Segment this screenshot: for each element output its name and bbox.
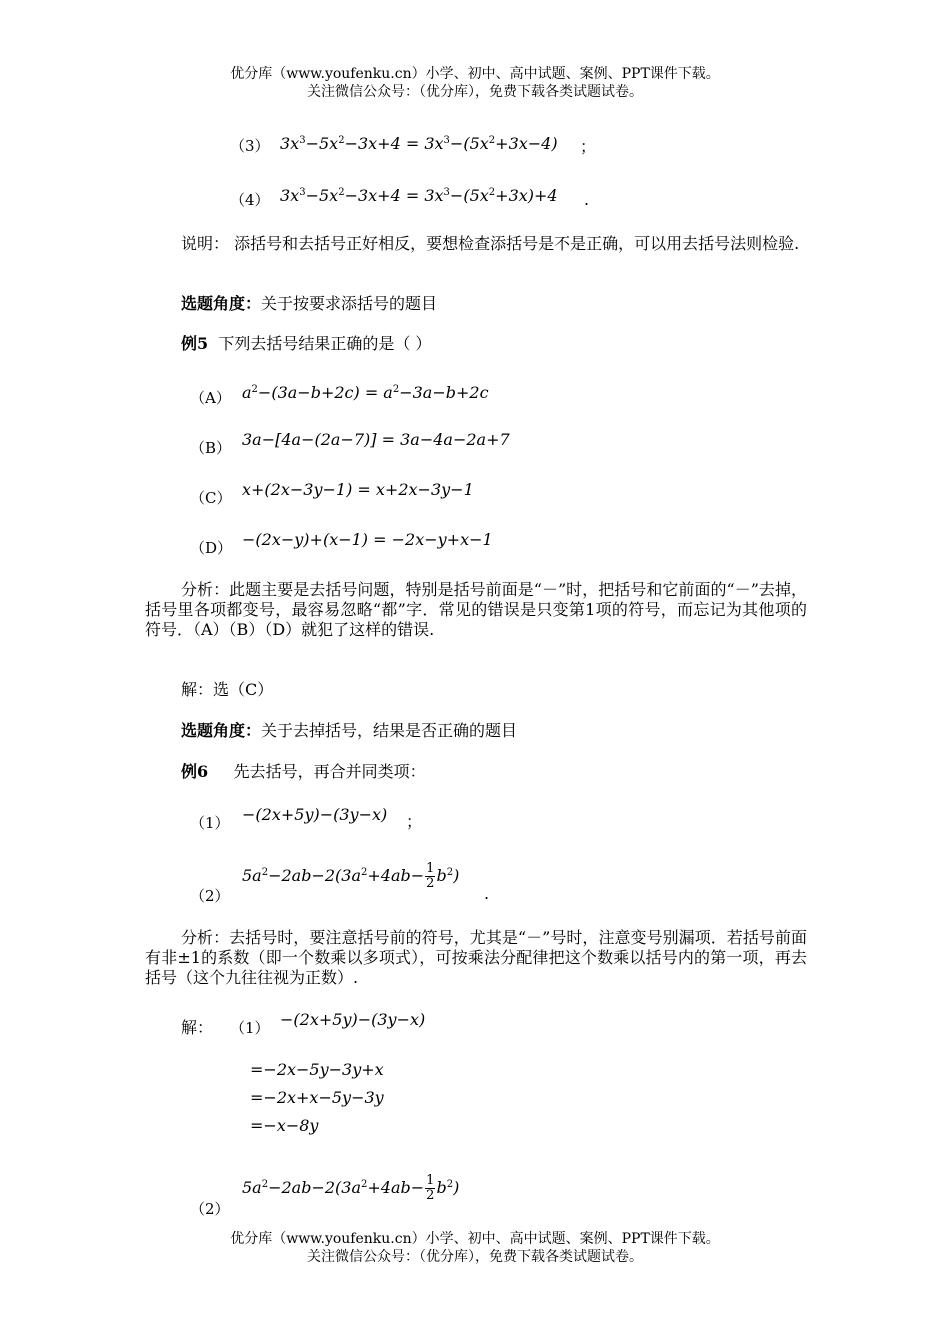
solution-2-expression: $5a^2-2ab-2(3a^2+4ab-$ $\frac{1}{2}$ $b^2$) (242, 1173, 460, 1203)
footer-line-2: 关注微信公众号：（优分库），免费下载各类试题试卷。 (307, 1249, 643, 1265)
part-1-label: （1） (190, 814, 230, 832)
angle-1 (181, 294, 437, 314)
example-6-title: 例6 (181, 762, 209, 781)
fraction-half: $\frac{1}{2}$ (426, 861, 435, 891)
solution-label: 解： (181, 1018, 214, 1037)
example-6-heading (181, 762, 426, 782)
note-paragraph: 说明： 添括号和去括号正好相反，要想检查添括号是不是正确，可以用去括号法则检验. (181, 234, 800, 253)
solution-1-line-3: =−x−8y (250, 1116, 319, 1135)
option-c-equation: x+(2x−3y−1) = x+2x−3y−1 (242, 480, 474, 499)
part-1-end: ； (406, 812, 423, 831)
solution-2-label: （2） (190, 1200, 230, 1218)
item-3-end: ； (580, 137, 597, 156)
option-d-equation: −(2x−y)+(x−1) = −2x−y+x−1 (242, 530, 493, 549)
solution-1-line-0: −(2x+5y)−(3y−x) (280, 1010, 426, 1029)
header-line-2: 关注微信公众号：（优分库），免费下载各类试题试卷。 (307, 84, 643, 100)
example-5-analysis: 分析：此题主要是去括号问题，特别是括号前面是“－”时，把括号和它前面的“－”去掉，括号里各项都变号，最容易忽略“都”字．常见的错误是只变第1项的符号，而忘记为其他项的符号．（A）（B）（D）就犯了这样的错误. (145, 580, 807, 639)
part-2-label: （2） (190, 887, 230, 905)
item-4-end: . (584, 190, 590, 209)
example-5-answer: 解：选（C） (181, 680, 274, 699)
example-6-text: 先去括号，再合并同类项： (233, 762, 426, 781)
item-3-label: （3） (230, 137, 270, 155)
part-2-expression: $5a^2-2ab-2(3a^2+4ab-$ $\frac{1}{2}$ $b^2$) (242, 861, 460, 891)
angle-1-title: 选题角度： (181, 294, 262, 313)
option-b-equation: 3a−[4a−(2a−7)] = 3a−4a−2a+7 (242, 430, 510, 449)
example-6-analysis: 分析：去括号时，要注意括号前的符号，尤其是“－”号时，注意变号别漏项．若括号前面有非±1的系数（即一个数乘以多项式），可按乘法分配律把这个数乘以括号内的第一项，再去括号（这个九往往视为正数）. (145, 928, 807, 987)
example-5-text: 下列去括号结果正确的是（ ） (218, 334, 432, 353)
part-2-end: . (484, 884, 490, 903)
angle-1-text: 关于按要求添括号的题目 (261, 294, 438, 313)
part-1-expression: −(2x+5y)−(3y−x) (242, 805, 388, 824)
header-line-1: 优分库（www.youfenku.cn）小学、初中、高中试题、案例、PPT课件下载。 (230, 66, 720, 82)
example-5-title: 例5 (181, 334, 209, 353)
option-a-equation: $a^2-(3a-b+2c) = a^2-3a-b+2c$ (242, 383, 489, 402)
angle-2-title: 选题角度： (181, 721, 262, 740)
equation-3: $3x^3-5x^2-3x+4 = 3x^3-(5x^2+3x-4)$ (280, 134, 558, 153)
equation-4: $3x^3-5x^2-3x+4 = 3x^3-(5x^2+3x)+4$ (280, 186, 558, 205)
angle-2 (181, 721, 517, 741)
option-c-label: （C） (190, 489, 232, 507)
solution-1-line-1: =−2x−5y−3y+x (250, 1060, 384, 1079)
solution-1-line-2: =−2x+x−5y−3y (250, 1088, 384, 1107)
footer-line-1: 优分库（www.youfenku.cn）小学、初中、高中试题、案例、PPT课件下载。 (230, 1231, 720, 1247)
item-4-label: （4） (230, 191, 270, 209)
solution-1-label: （1） (230, 1019, 270, 1037)
option-d-label: （D） (190, 539, 233, 557)
option-a-label: （A） (190, 389, 231, 407)
option-b-label: （B） (190, 439, 232, 457)
angle-2-text: 关于去掉括号，结果是否正确的题目 (261, 721, 518, 740)
example-5-heading (181, 334, 431, 354)
fraction-half-2: $\frac{1}{2}$ (426, 1173, 435, 1203)
